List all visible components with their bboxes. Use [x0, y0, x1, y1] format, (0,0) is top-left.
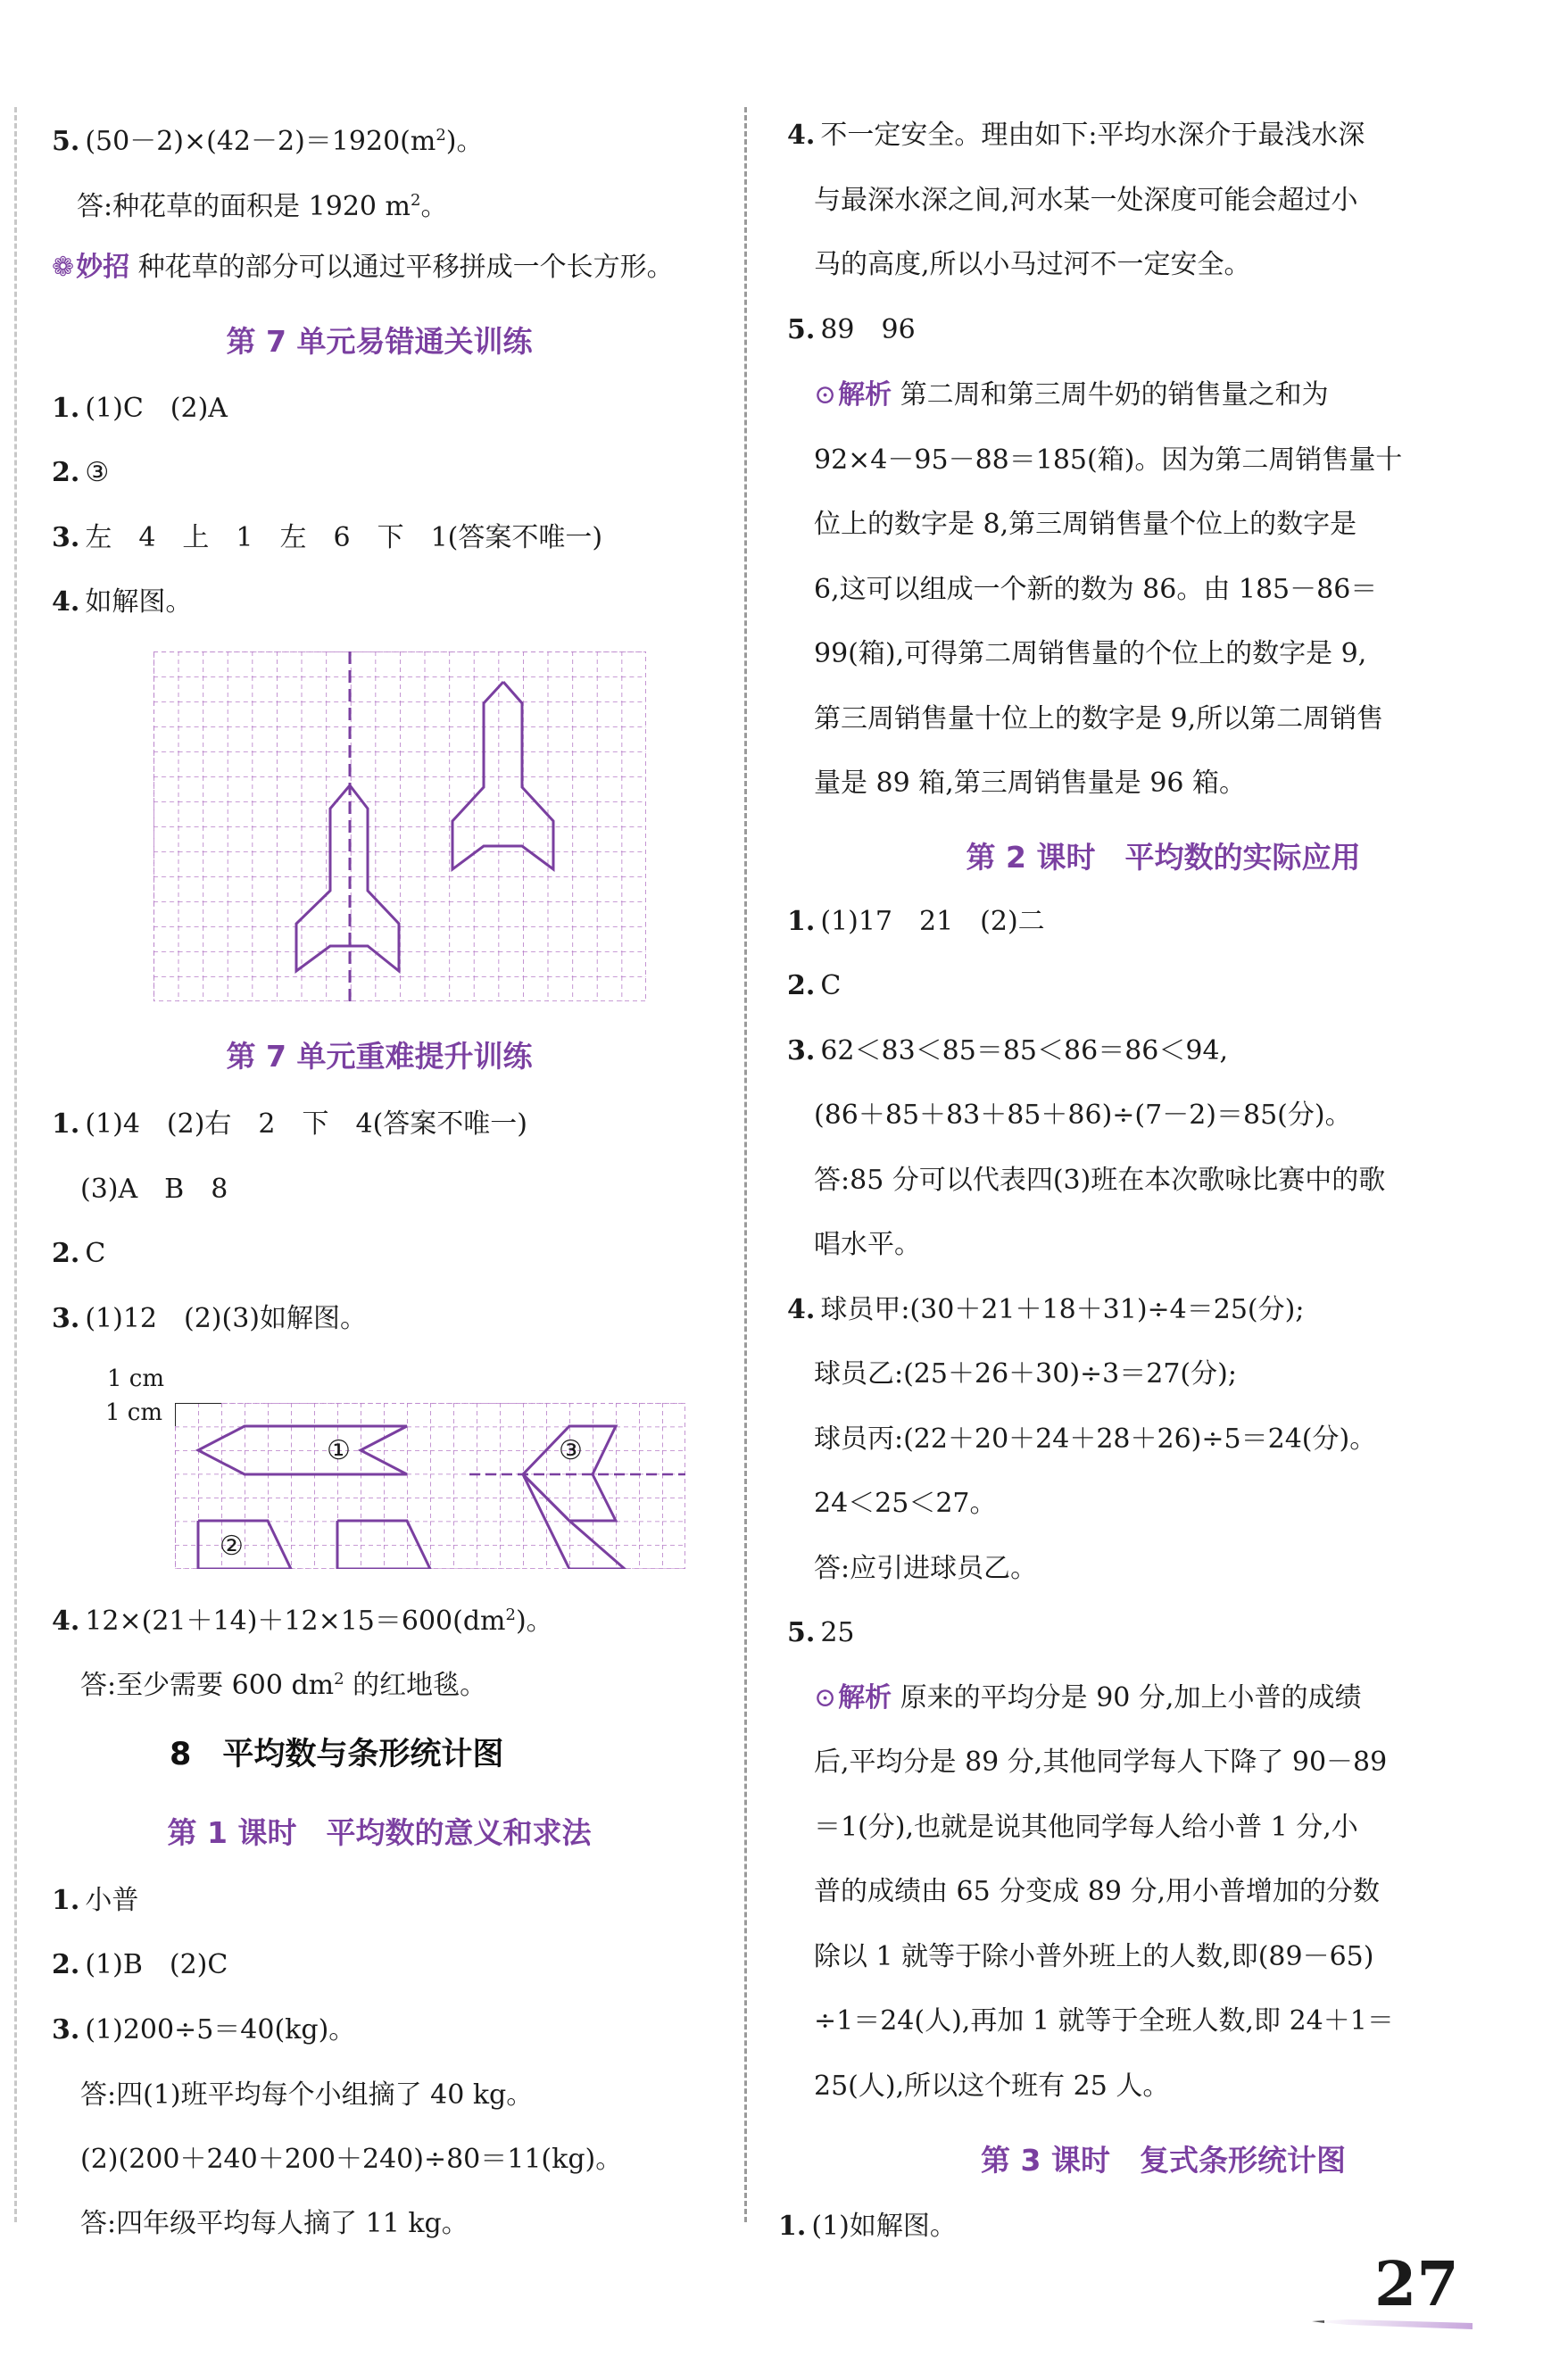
t-item-5: 5. 25 — [787, 1617, 855, 1648]
s1-item-4: 4. 如解图。 — [52, 586, 193, 618]
s3-item-3-b: (2)(200＋240＋200＋240)÷80＝11(kg)。 — [80, 2144, 623, 2175]
section-title-unit7-errors: 第 7 单元易错通关训练 — [226, 324, 533, 359]
t-item-4-l4: 24＜25＜27。 — [814, 1488, 997, 1519]
t-item-1: 1. (1)17 21 (2)二 — [787, 906, 1045, 937]
magnifier-icon: ⊙ — [814, 379, 837, 411]
answer-5: 5. $(50-2)\times(42-2)=1920(m^2)$。 — [52, 126, 484, 157]
t-item-3: 3. 62＜83＜85＝85＜86＝86＜94, — [787, 1035, 1229, 1066]
analysis-1-l4: 6,这可以组成一个新的数为 86。由 185－86＝ — [814, 574, 1378, 605]
t-item-4-l5: 答:应引进球员乙。 — [814, 1553, 1038, 1584]
s2-item-2: 2. C — [52, 1238, 106, 1269]
section-title-lesson3: 第 3 课时 复式条形统计图 — [981, 2143, 1346, 2178]
r-item-4: 4. 不一定安全。理由如下:平均水深介于最浅水深 — [787, 120, 1365, 151]
section-title-lesson1: 第 1 课时 平均数的意义和求法 — [167, 1815, 592, 1850]
fig2-unit-top: 1 cm — [107, 1365, 165, 1392]
fig2-unit-left: 1 cm — [105, 1399, 163, 1426]
s3-item-3: 3. (1)200÷5＝40(kg)。 — [52, 2014, 356, 2046]
grid-figure-translations — [175, 1403, 685, 1569]
analysis-2-l4: 普的成绩由 65 分变成 89 分,用小普增加的分数 — [814, 1876, 1381, 1907]
s1-item-3: 3. 左 4 上 1 左 6 下 1(答案不唯一) — [52, 522, 603, 553]
t-item-4-l2: 球员乙:(25＋26＋30)÷3＝27(分); — [814, 1358, 1237, 1390]
label-3: ③ — [559, 1435, 583, 1466]
flower-icon: ❁ — [52, 252, 75, 283]
s3-item-2: 2. (1)B (2)C — [52, 1949, 228, 1980]
analysis-1: ⊙解析 第二周和第三周牛奶的销售量之和为 — [814, 379, 1329, 411]
label-2: ② — [220, 1531, 244, 1562]
s3-item-3-ans1: 答:四(1)班平均每个小组摘了 40 kg。 — [80, 2079, 534, 2111]
page-number: 27 — [1374, 2249, 1459, 2320]
t-item-4: 4. 球员甲:(30＋21＋18＋31)÷4＝25(分); — [787, 1294, 1305, 1325]
chapter-title: 8 平均数与条形统计图 — [170, 1737, 504, 1772]
s2-item-4: 4. $12\times(21+14)+12\times 15=600(dm^2)$。 — [52, 1606, 553, 1637]
analysis-1-l7: 量是 89 箱,第三周销售量是 96 箱。 — [814, 768, 1247, 799]
analysis-1-l5: 99(箱),可得第二周销售量的个位上的数字是 9, — [814, 638, 1367, 669]
label-1: ① — [327, 1435, 351, 1466]
r-item-4-l3: 马的高度,所以小马过河不一定安全。 — [814, 249, 1251, 280]
analysis-2-l3: ＝1(分),也就是说其他同学每人给小普 1 分,小 — [814, 1812, 1358, 1843]
s2-item-1b: (3)A B 8 — [80, 1174, 228, 1205]
analysis-2: ⊙解析 原来的平均分是 90 分,加上小普的成绩 — [814, 1682, 1362, 1714]
analysis-2-l5: 除以 1 就等于除小普外班上的人数,即(89－65) — [814, 1941, 1374, 1972]
analysis-1-l2: 92×4－95－88＝185(箱)。因为第二周销售量十 — [814, 444, 1403, 476]
t-item-3-l2: (86＋85＋83＋85＋86)÷(7－2)＝85(分)。 — [814, 1100, 1352, 1131]
s2-item-3: 3. (1)12 (2)(3)如解图。 — [52, 1303, 367, 1334]
s2-item-4-conclusion: 答:至少需要 600 $dm^2$ 的红地毯。 — [80, 1670, 487, 1701]
t-item-3-l3: 答:85 分可以代表四(3)班在本次歌咏比赛中的歌 — [814, 1165, 1386, 1196]
u-item-1: 1. (1)如解图。 — [778, 2211, 957, 2242]
left-margin-rule — [14, 107, 17, 2222]
analysis-1-l6: 第三周销售量十位上的数字是 9,所以第二周销售 — [814, 703, 1384, 734]
s1-item-1: 1. (1)C (2)A — [52, 393, 228, 424]
analysis-2-l7: 25(人),所以这个班有 25 人。 — [814, 2070, 1170, 2102]
t-item-3-l4: 唱水平。 — [814, 1229, 921, 1260]
t-item-2: 2. C — [787, 970, 842, 1001]
r-item-5: 5. 89 96 — [787, 314, 916, 345]
s2-item-1: 1. (1)4 (2)右 2 下 4(答案不唯一) — [52, 1108, 527, 1140]
r-item-4-l2: 与最深水深之间,河水某一处深度可能会超过小 — [814, 185, 1358, 216]
t-item-4-l3: 球员丙:(22＋20＋24＋28＋26)÷5＝24(分)。 — [814, 1423, 1377, 1455]
s3-item-1: 1. 小普 — [52, 1885, 139, 1916]
pen-decoration-icon — [1232, 2319, 1553, 2336]
column-divider — [744, 107, 747, 2222]
answer-5-conclusion: 答:种花草的面积是 1920 $m^2$。 — [77, 191, 448, 222]
tip-block: ❁妙招 种花草的部分可以通过平移拼成一个长方形。 — [52, 252, 674, 283]
s3-item-3-ans2: 答:四年级平均每人摘了 11 kg。 — [80, 2208, 469, 2239]
grid-figure-rockets — [153, 651, 646, 1001]
analysis-1-l3: 位上的数字是 8,第三周销售量个位上的数字是 — [814, 509, 1357, 540]
analysis-2-l2: 后,平均分是 89 分,其他同学每人下降了 90－89 — [814, 1747, 1388, 1778]
magnifier-icon: ⊙ — [814, 1682, 837, 1714]
analysis-2-l6: ÷1＝24(人),再加 1 就等于全班人数,即 24＋1＝ — [814, 2005, 1394, 2037]
section-title-unit7-advanced: 第 7 单元重难提升训练 — [226, 1039, 533, 1074]
section-title-lesson2: 第 2 课时 平均数的实际应用 — [966, 840, 1361, 875]
s1-item-2: 2. ③ — [52, 457, 110, 488]
